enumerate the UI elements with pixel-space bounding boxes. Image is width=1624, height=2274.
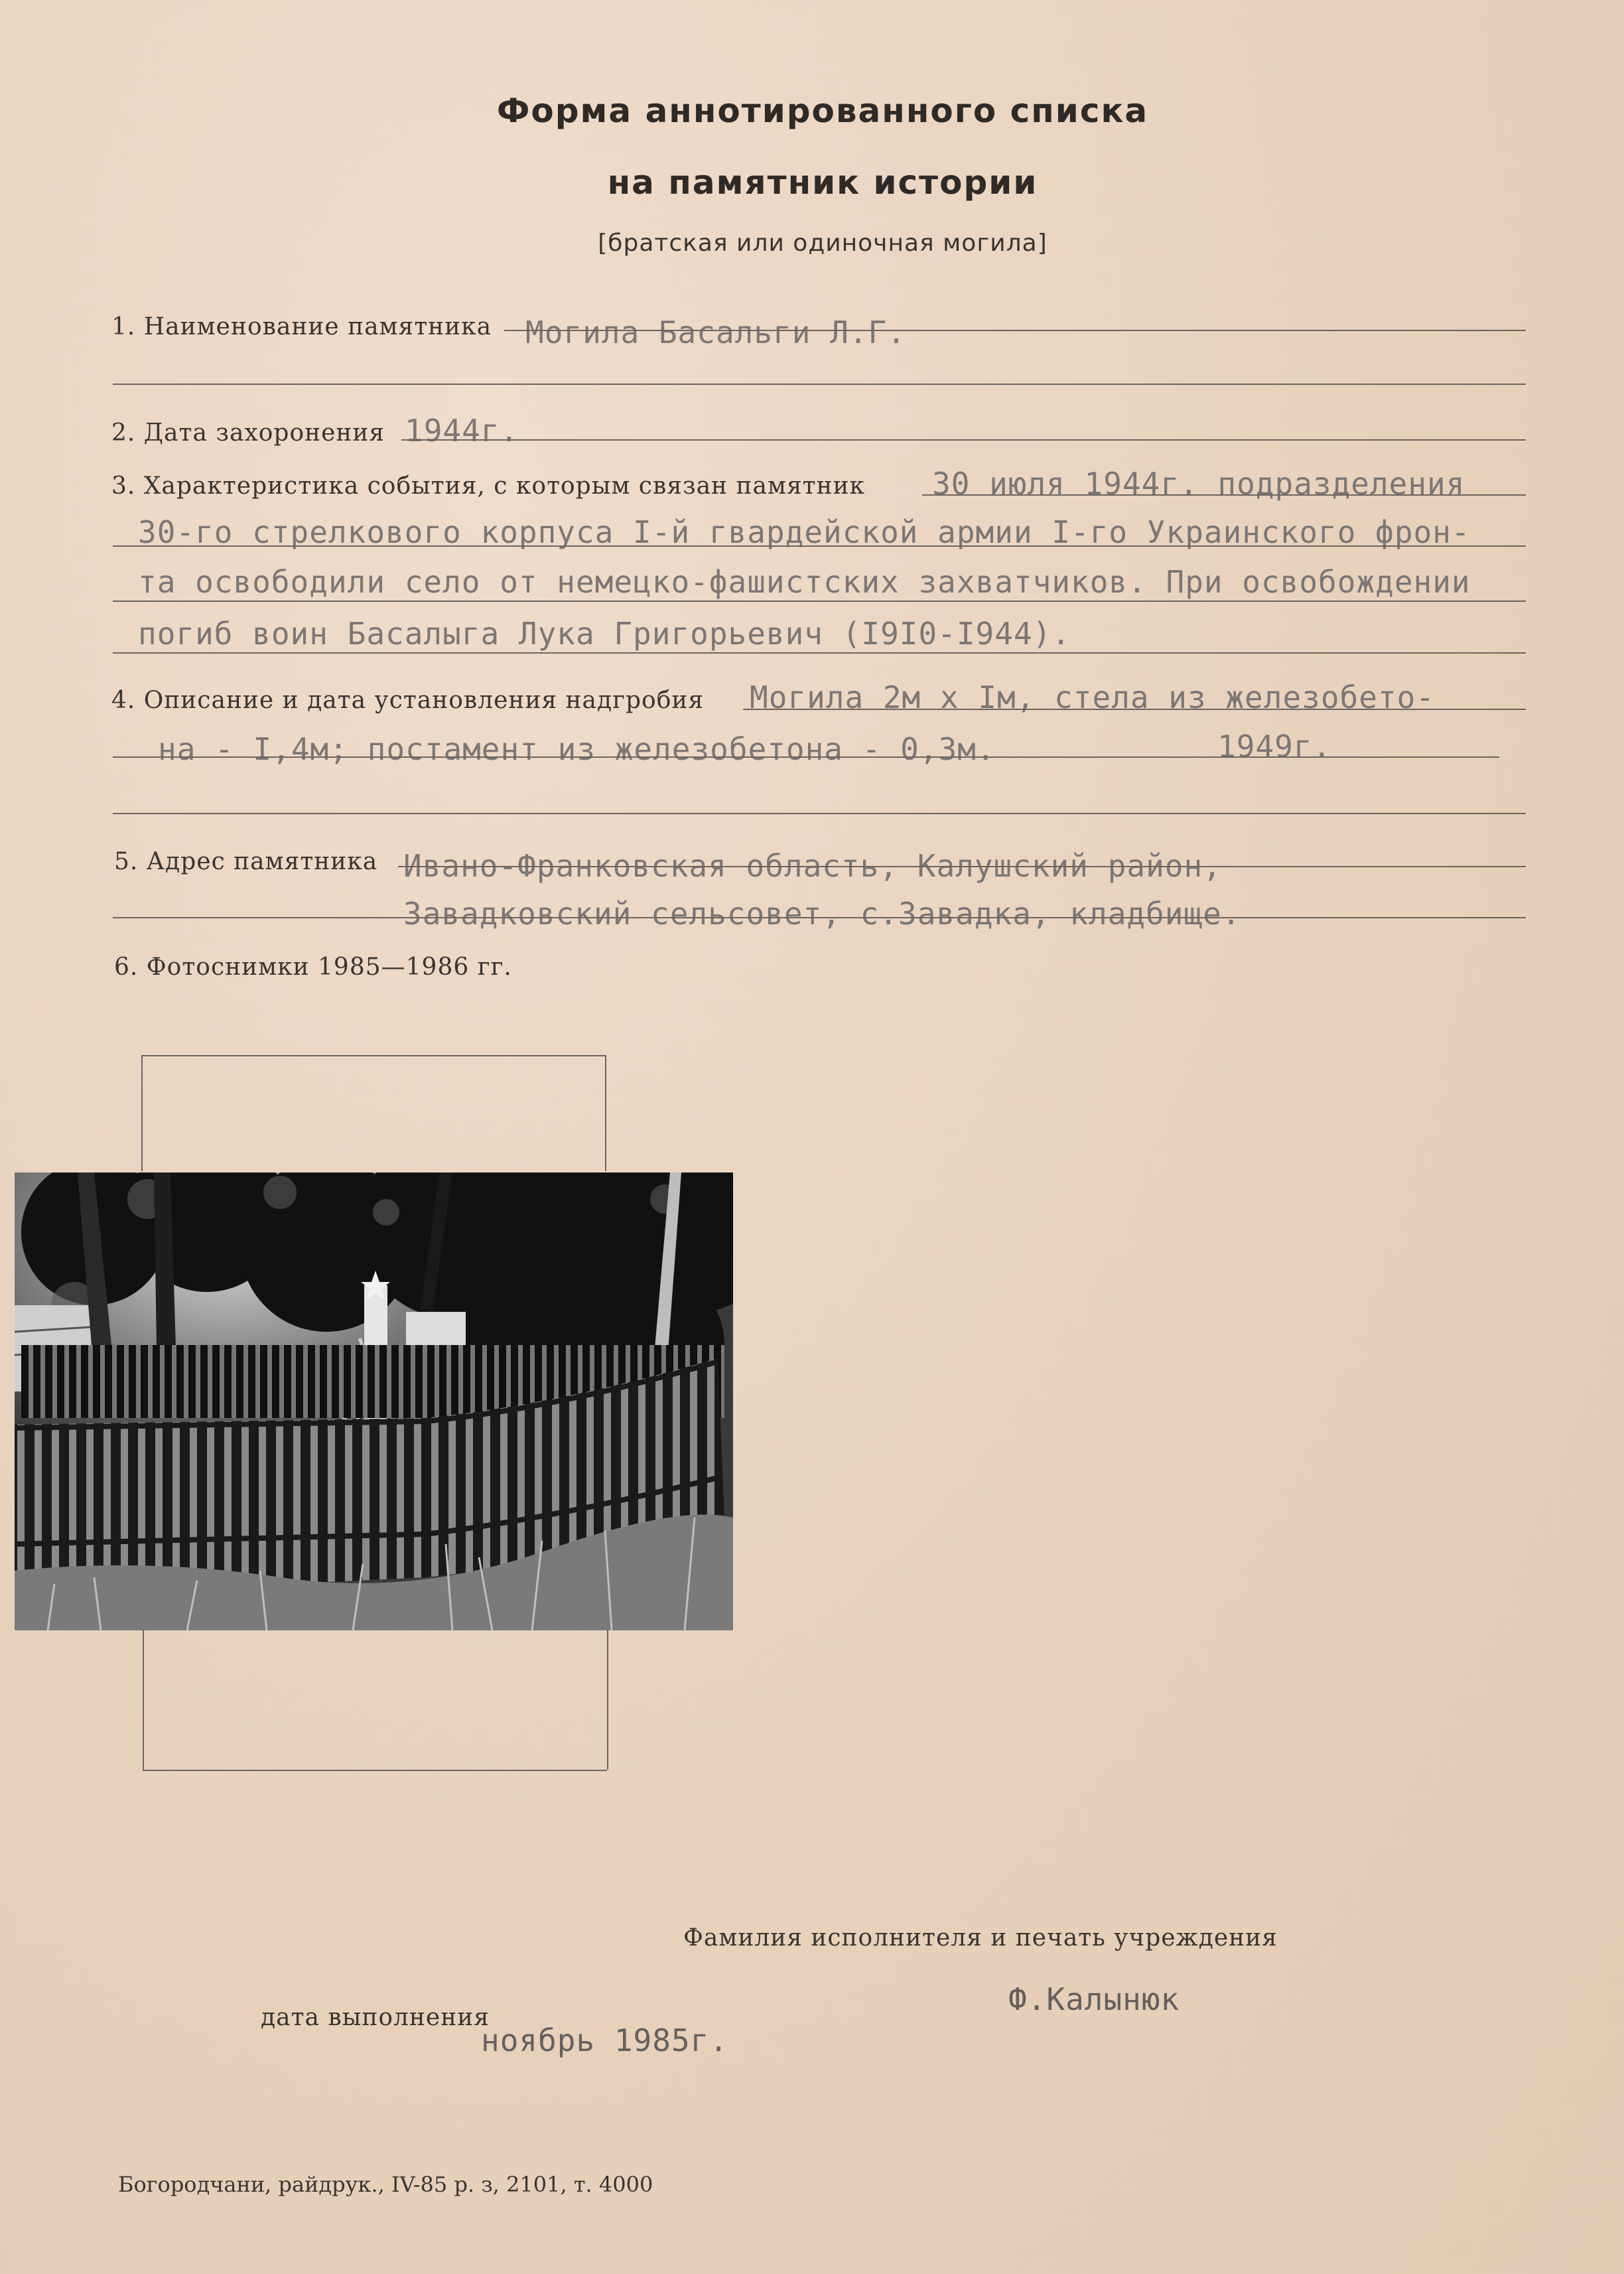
field-3-line2: 30-го стрелкового корпуса I-й гвардейской армии I-го Украинского фрон- — [138, 514, 1471, 550]
field-3-line3: та освободили село от немецко-фашистских захватчиков. При освобождении — [138, 564, 1471, 600]
form-subtitle: [братская или одиночная могила] — [598, 230, 1048, 257]
photo-frame-left-bottom — [143, 1630, 144, 1770]
field-4-rule-1 — [743, 709, 1526, 710]
field-4-rule-3 — [113, 813, 1526, 814]
field-2-rule — [401, 439, 1526, 441]
field-1-label: 1. Наименование памятника — [111, 313, 492, 340]
photo-frame-top — [141, 1055, 606, 1056]
date-label: дата выполнения — [261, 2004, 490, 2031]
form-title-line1: Форма аннотированного списка — [496, 92, 1149, 130]
field-4-label: 4. Описание и дата установления надгробия — [111, 687, 705, 714]
field-3-rule-3 — [113, 601, 1526, 602]
photo-frame-left-top — [141, 1055, 143, 1171]
field-3-rule-1 — [922, 494, 1526, 496]
field-4-rule-2 — [113, 756, 1499, 758]
field-1-value: Могила Басальги Л.Г. — [525, 315, 906, 350]
photo-frame-right-top — [605, 1055, 606, 1171]
field-6-label: 6. Фотоснимки 1985—1986 гг. — [114, 954, 512, 981]
field-5-rule-2 — [113, 917, 1526, 918]
field-5-rule-1 — [398, 866, 1526, 867]
field-3-rule-4 — [113, 652, 1526, 654]
executor-name: Ф.Калынюк — [1008, 1981, 1180, 2017]
field-2-value: 1944г. — [405, 413, 519, 449]
photo-frame-bottom — [143, 1770, 607, 1771]
field-3-rule-2 — [113, 545, 1526, 547]
field-1-rule — [504, 330, 1526, 331]
grave-photograph — [15, 1173, 733, 1630]
field-5-label: 5. Адрес памятника — [114, 848, 378, 875]
date-value: ноябрь 1985г. — [481, 2023, 729, 2058]
field-4-line2: на - I,4м; постамент из железобетона - 0,3м. — [158, 731, 996, 767]
field-5-line1: Ивано-Франковская область, Калушский район, — [403, 848, 1222, 884]
field-1-rule-2 — [113, 384, 1526, 385]
field-3-line4: погиб воин Басалыга Лука Григорьевич (I9I0-I944). — [138, 616, 1071, 652]
field-4-year: 1949г. — [1217, 729, 1332, 764]
printer-imprint: Богородчани, райдрук., IV-85 р. з, 2101, т. 4000 — [118, 2172, 653, 2197]
form-title-line2: на памятник истории — [607, 163, 1038, 202]
field-3-label: 3. Характеристика события, с которым связан памятник — [111, 472, 866, 500]
photo-frame-right-bottom — [607, 1630, 608, 1770]
field-2-label: 2. Дата захоронения — [111, 419, 385, 447]
field-5-line2: Завадковский сельсовет, с.Завадка, кладбище. — [403, 896, 1241, 932]
field-3-line1: 30 июля 1944г. подразделения — [932, 466, 1465, 502]
field-4-line1: Могила 2м х Iм, стела из железобето- — [750, 679, 1435, 715]
executor-label: Фамилия исполнителя и печать учреждения — [683, 1924, 1278, 1952]
